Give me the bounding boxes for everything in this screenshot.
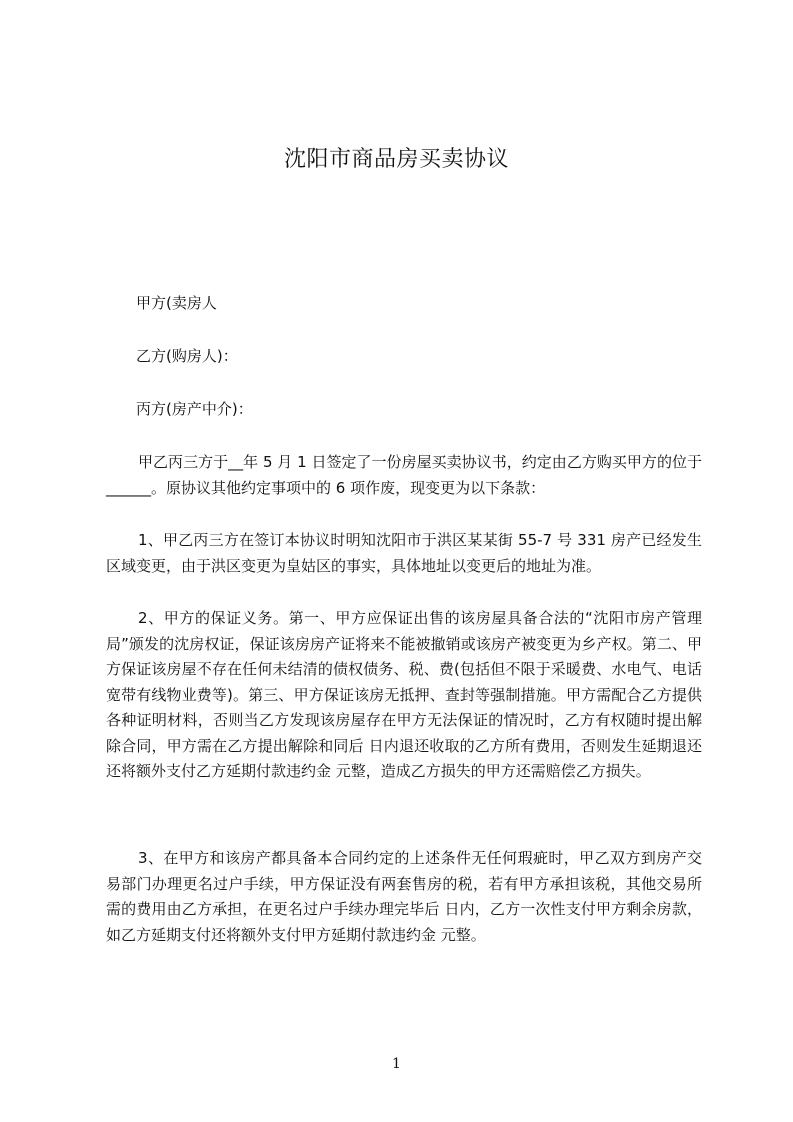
clause-3: 3、在甲方和该房产都具备本合同约定的上述条件无任何瑕疵时，甲乙双方到房产交易部门办理更名过户手续，甲方保证没有两套售房的税，若有甲方承担该税，其他交易所需的费用由乙方承担，在更名过户手续办理完毕后 日内，乙方一次性支付甲方剩余房款，如乙方延期支付还将额外支付甲方延期付款违约金 元整。	[106, 849, 702, 944]
party-b-label: 乙方(购房人)：	[136, 347, 238, 365]
party-c-label: 丙方(房产中介)：	[136, 400, 253, 418]
party-a-label: 甲方(卖房人	[136, 294, 217, 312]
page-number: 1	[392, 1056, 401, 1072]
clause-2: 2、甲方的保证义务。第一、甲方应保证出售的该房屋具备合法的“沈阳市房产管理局”颁发的沈房权证，保证该房房产证将来不能被撤销或该房产被变更为乡产权。第二、甲方保证该房屋不存在任何未结清的债权债务、税、费(包括但不限于采暖费、水电气、电话宽带有线物业费等)。第三、甲方保证该房无抵押、查封等强制措施。甲方需配合乙方提供各种证明材料，否则当乙方发现该房屋存在甲方无法保证的情况时，乙方有权随时提出解除合同，甲方需在乙方提出解除和同后 日内退还收取的乙方所有费用，否则发生延期退还还将额外支付乙方延期付款违约金 元整，造成乙方损失的甲方还需赔偿乙方损失。	[106, 609, 702, 780]
document-title: 沈阳市商品房买卖协议	[283, 147, 509, 172]
intro-paragraph: 甲乙丙三方于__年 5 月 1 日签定了一份房屋买卖协议书，约定由乙方购买甲方的位于______。原协议其他约定事项中的 6 项作废，现变更为以下条款：	[106, 453, 702, 497]
clause-1: 1、甲乙丙三方在签订本协议时明知沈阳市于洪区某某街 55-7 号 331 房产已经发生区域变更，由于洪区变更为皇姑区的事实，具体地址以变更后的地址为准。	[106, 531, 702, 575]
